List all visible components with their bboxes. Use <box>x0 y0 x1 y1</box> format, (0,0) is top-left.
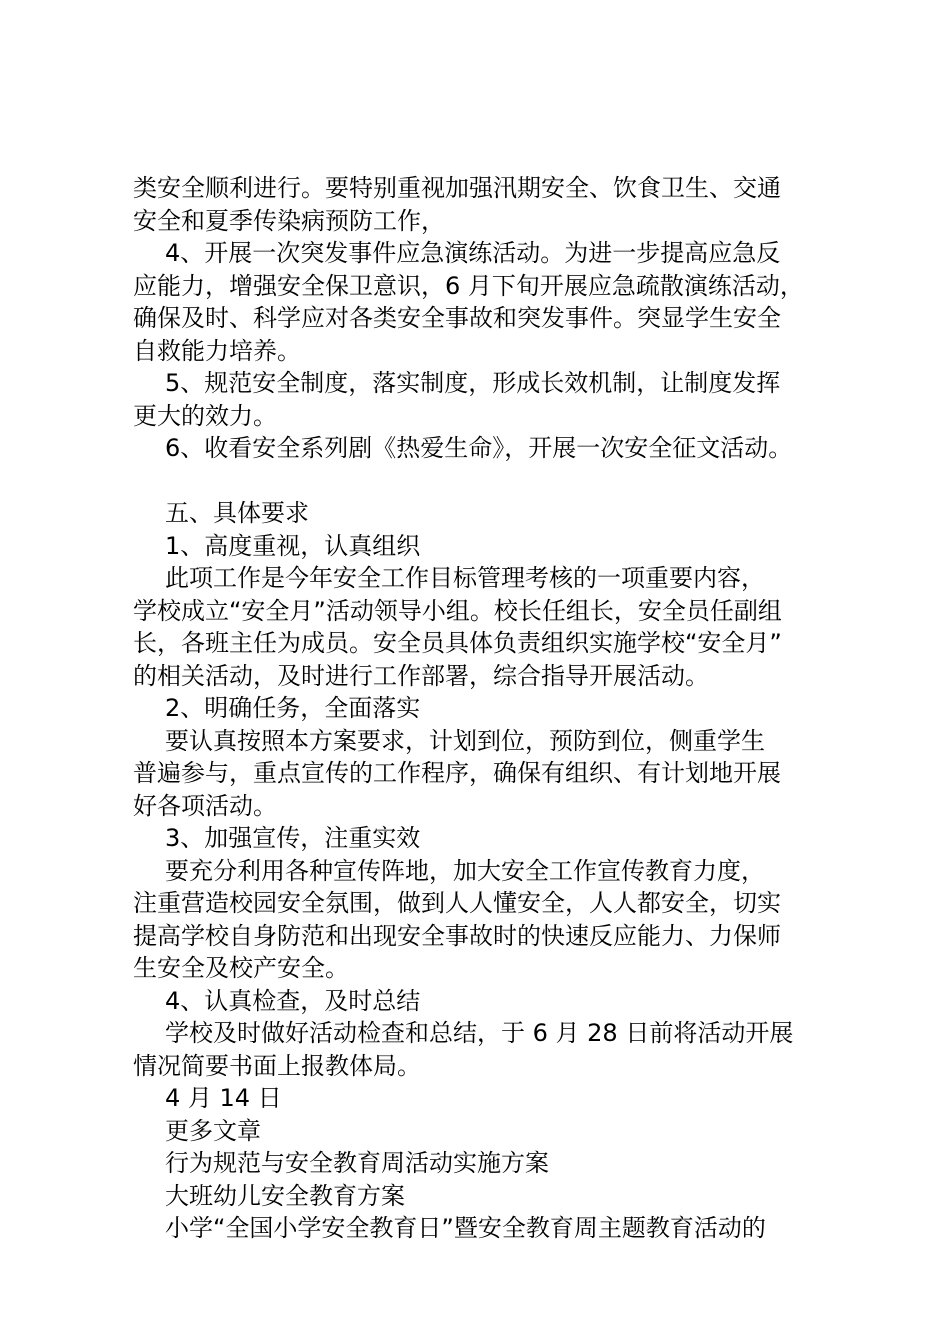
list-item-5: 5、规范安全制度，落实制度，形成长效机制，让制度发挥 <box>165 369 781 397</box>
subheading-3: 3、加强宣传，注重实效 <box>165 824 421 852</box>
list-item-6: 6、收看安全系列剧《热爱生命》，开展一次安全征文活动。 <box>165 434 793 462</box>
related-article-link[interactable]: 大班幼儿安全教育方案 <box>165 1181 405 1210</box>
subheading-4: 4、认真检查，及时总结 <box>165 986 421 1015</box>
text-line: 长，各班主任为成员。安全员具体负责组织实施学校“安全月” <box>133 629 782 657</box>
text-line: 类安全顺利进行。要特别重视加强汛期安全、饮食卫生、交通 <box>133 174 781 202</box>
text-line: 要认真按照本方案要求，计划到位，预防到位，侧重学生 <box>165 726 765 755</box>
related-article-link[interactable]: 行为规范与安全教育周活动实施方案 <box>165 1149 549 1177</box>
text-line: 情况简要书面上报教体局。 <box>133 1051 421 1080</box>
text-line: 提高学校自身防范和出现安全事故时的快速反应能力、力保师 <box>133 921 781 950</box>
text-line: 好各项活动。 <box>133 791 277 820</box>
text-line: 应能力，增强安全保卫意识，6 月下旬开展应急疏散演练活动， <box>133 271 804 300</box>
section-heading: 五、具体要求 <box>165 499 309 527</box>
text-line: 的相关活动，及时进行工作部署，综合指导开展活动。 <box>133 661 709 690</box>
text-line: 普遍参与，重点宣传的工作程序，确保有组织、有计划地开展 <box>133 759 781 787</box>
text-line: 更大的效力。 <box>133 401 277 430</box>
document-body <box>133 172 833 1245</box>
more-articles-heading: 更多文章 <box>165 1116 261 1145</box>
subheading-2: 2、明确任务，全面落实 <box>165 694 421 722</box>
text-line: 此项工作是今年安全工作目标管理考核的一项重要内容， <box>165 564 765 592</box>
date-line: 4 月 14 日 <box>165 1084 282 1112</box>
text-line: 安全和夏季传染病预防工作， <box>133 206 445 235</box>
list-item-4: 4、开展一次突发事件应急演练活动。为进一步提高应急反 <box>165 239 781 267</box>
text-line: 要充分利用各种宣传阵地，加大安全工作宣传教育力度， <box>165 856 765 885</box>
text-line: 注重营造校园安全氛围，做到人人懂安全，人人都安全，切实 <box>133 889 781 917</box>
related-article-link[interactable]: 小学“全国小学安全教育日”暨安全教育周主题教育活动的 <box>165 1214 766 1242</box>
subheading-1: 1、高度重视，认真组织 <box>165 531 421 560</box>
text-line: 学校成立“安全月”活动领导小组。校长任组长，安全员任副组 <box>133 596 782 625</box>
text-line: 自救能力培养。 <box>133 336 301 365</box>
text-line: 确保及时、科学应对各类安全事故和突发事件。突显学生安全 <box>133 304 781 332</box>
text-line: 生安全及校产安全。 <box>133 954 349 982</box>
text-line: 学校及时做好活动检查和总结，于 6 月 28 日前将活动开展 <box>165 1019 794 1047</box>
paragraph-gap <box>133 465 833 498</box>
